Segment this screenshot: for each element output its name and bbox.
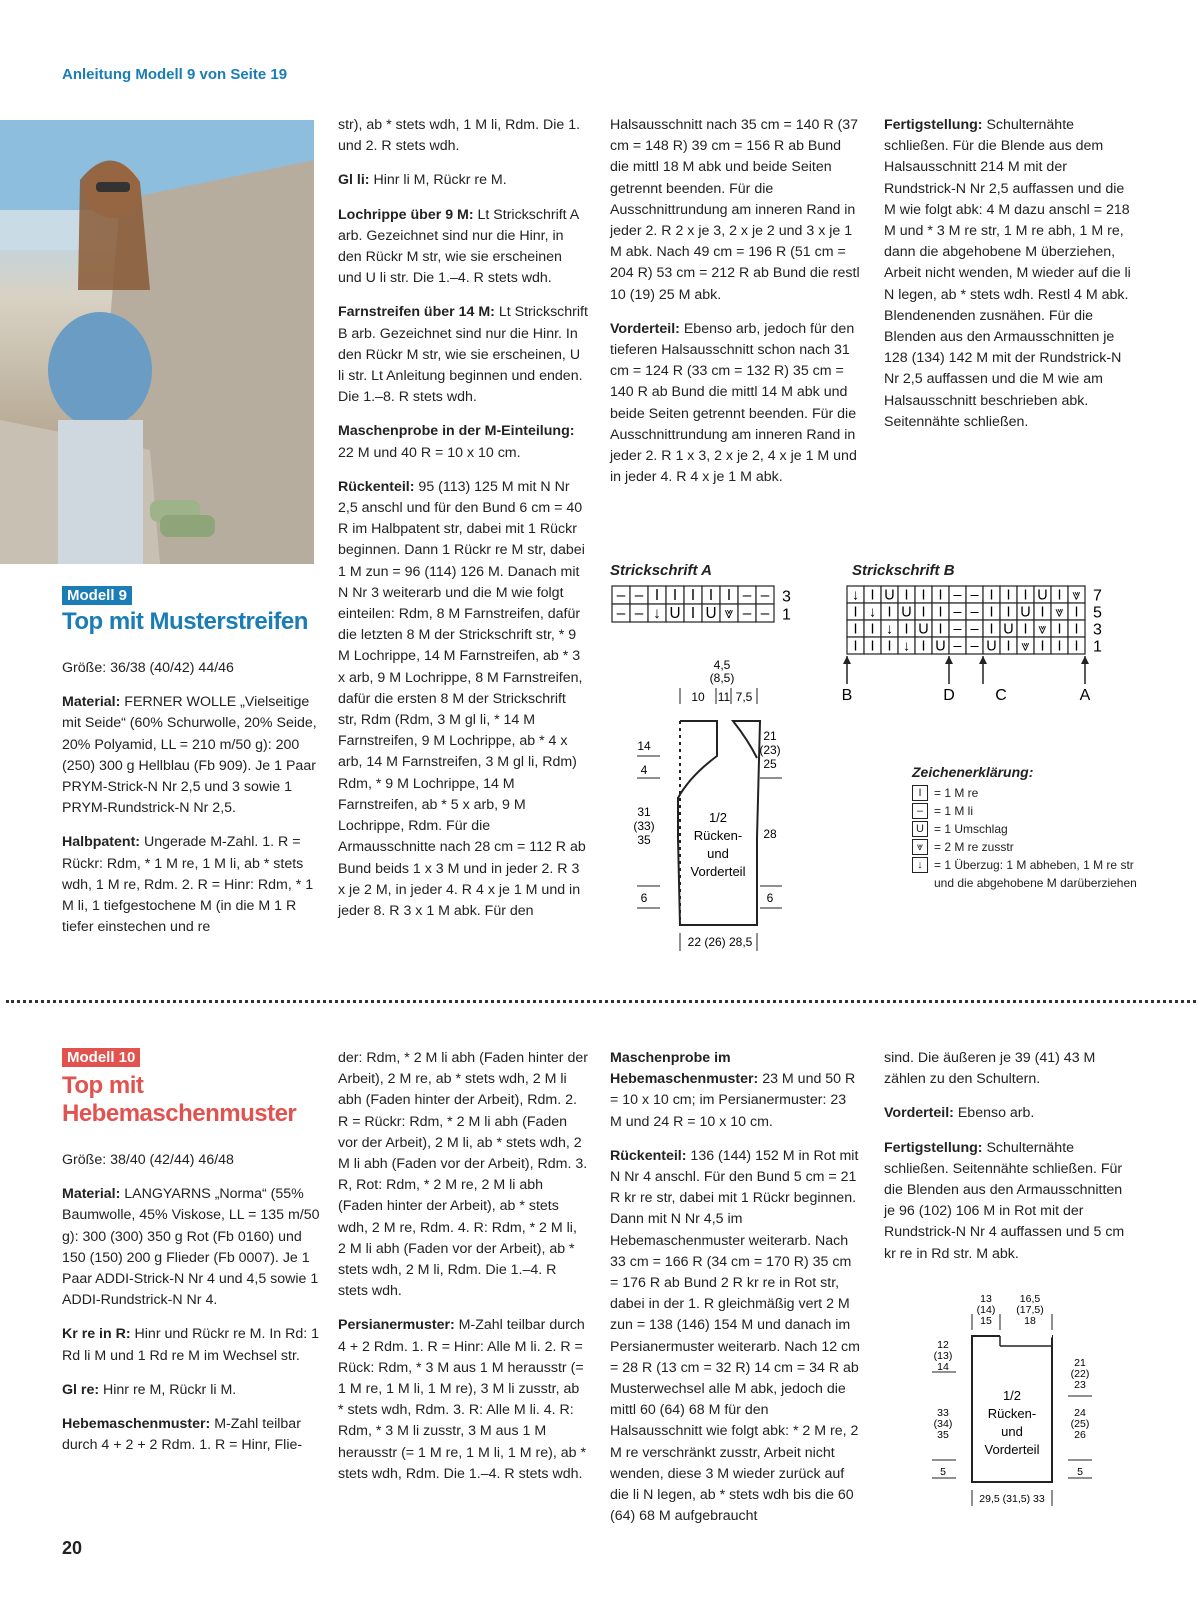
chart-symbol: ↓ bbox=[653, 605, 661, 623]
chart-symbol: ⩔ bbox=[1021, 638, 1030, 655]
chart-symbol: I bbox=[921, 604, 926, 621]
knit-stitch-icon: I bbox=[912, 785, 928, 801]
chart-symbol: – bbox=[760, 605, 770, 623]
row-number: 3 bbox=[782, 588, 791, 606]
chart-symbol: I bbox=[870, 621, 875, 638]
svg-text:1/2: 1/2 bbox=[1002, 1388, 1022, 1403]
chart-symbol: I bbox=[938, 604, 943, 621]
svg-text:und: und bbox=[707, 846, 729, 861]
svg-text:35: 35 bbox=[637, 833, 651, 847]
svg-text:23: 23 bbox=[1074, 1379, 1086, 1391]
svg-text:26: 26 bbox=[1074, 1429, 1086, 1441]
chart-symbol: ⩔ bbox=[1055, 604, 1064, 621]
svg-text:33: 33 bbox=[937, 1407, 949, 1419]
row-number: 1 bbox=[782, 606, 791, 624]
marker-label: D bbox=[943, 687, 955, 704]
svg-text:1/2: 1/2 bbox=[708, 810, 728, 825]
svg-text:6: 6 bbox=[640, 891, 648, 905]
legend-item: U = 1 Umschlag bbox=[912, 820, 1152, 838]
paragraph: Fertigstellung: Schulternähte schließen. Für die Blende aus dem Halsausschnitt 214 M mit der Rundstrick-N Nr 2,5 auffassen und die M wie folgt abk: 4 M dazu anschl = 218 M und * 3 M re str, 1 M re abh, 1 M re, dann die abgehobene M überziehen, Arbeit nicht wenden, M wieder auf die li N legen, ab * stets wdh. Restl 4 M abk. Blendenenden zusnähen. Für die Blenden aus den Armausschnitten je 128 (134) 142 M mit der Rundstrick-N Nr 2,5 auffassen und die M wie am Halsausschnitt beschrieben abk. Seitennähte schließen. bbox=[884, 117, 1131, 430]
chart-symbol: I bbox=[989, 604, 994, 621]
chart-symbol: – bbox=[742, 605, 752, 623]
m9-column-2 bbox=[338, 115, 588, 935]
svg-text:(13): (13) bbox=[933, 1350, 953, 1362]
section-separator bbox=[6, 1000, 1196, 1003]
header-link[interactable]: Anleitung Modell 9 von Seite 19 bbox=[62, 66, 288, 83]
chart-b-title: Strickschrift B bbox=[852, 562, 955, 579]
paragraph: Vorderteil: Ebenso arb, jedoch für den tieferen Halsausschnitt schon nach 31 cm = 124 R (33 cm = 132 R) 35 cm = 140 R ab Bund die mittl 14 M abk und beide Seiten getrennt beenden. Für die Ausschnittrundung am inneren Rand in jeder 2. R 1 x 3, 2 x je 2, 4 x je 1 M und in jeder 4. R 4 x je 1 M abk. bbox=[610, 320, 857, 486]
svg-text:12: 12 bbox=[937, 1339, 949, 1351]
chart-symbol: – bbox=[760, 587, 770, 605]
chart-symbol: ↓ bbox=[868, 604, 877, 621]
svg-text:(17,5): (17,5) bbox=[1016, 1304, 1044, 1316]
chart-symbol: ↓ bbox=[902, 638, 911, 655]
chart-symbol: I bbox=[1074, 621, 1079, 638]
svg-text:(33): (33) bbox=[633, 819, 655, 833]
chart-symbol: U bbox=[1037, 587, 1048, 604]
paragraph: Rückenteil: 136 (144) 152 M in Rot mit N Nr 4 anschl. Für den Bund 5 cm = 21 R kr re str, dabei mit 1 Rückr beginnen. Dann mit N Nr 4,5 im Hebemaschenmuster weiterarb. Nach 33 cm = 166 R (34 cm = 170 R) 35 cm = 176 R ab Bund 2 R kr re in Rot str, dabei in der 1. R gleichmäßig vert 2 M zun = 138 (146) 154 M und danach im Persianermuster weiterarb. Nach 12 cm = 28 R (13 cm = 32 R) 14 cm = 34 R ab Musterwechsel alle M abk, jedoch die mittl 60 (64) 68 M für den Halsausschnitt wie folgt abk: * 2 M re, 2 M re verschränkt zusstr, Arbeit nicht wenden, diese 3 M wieder zurück auf die li N legen, ab * stets wdh bis die 60 (64) 68 M aufgebraucht bbox=[610, 1147, 860, 1525]
svg-text:(25): (25) bbox=[1070, 1418, 1090, 1430]
chart-symbol: – bbox=[742, 587, 752, 605]
model-title: Top mit Musterstreifen bbox=[62, 608, 308, 635]
row-number: 7 bbox=[1093, 587, 1102, 605]
chart-symbol: U bbox=[918, 621, 929, 638]
svg-text:22 (26) 28,5: 22 (26) 28,5 bbox=[687, 935, 753, 949]
chart-symbol: I bbox=[938, 621, 943, 638]
chart-symbol: I bbox=[1057, 621, 1062, 638]
chart-symbol: I bbox=[853, 621, 858, 638]
chart-symbol: I bbox=[1006, 604, 1011, 621]
chart-symbol: I bbox=[726, 587, 732, 605]
chart-symbol: U bbox=[935, 638, 946, 655]
paragraph: Kr re in R: Hinr und Rückr re M. In Rd: 1 Rd li M und 1 Rd re M im Wechsel str. bbox=[62, 1326, 320, 1364]
chart-symbol: ↓ bbox=[851, 587, 860, 604]
paragraph: Größe: 38/40 (42/44) 46/48 bbox=[62, 1152, 234, 1168]
chart-a-grid bbox=[610, 584, 810, 628]
svg-text:und: und bbox=[1001, 1424, 1023, 1439]
chart-symbol: I bbox=[654, 587, 660, 605]
m10-column-3 bbox=[610, 1048, 860, 1540]
paragraph: Persianermuster: M-Zahl teilbar durch 4 + 2 Rdm. 1. R = Hinr: Alle M li. 2. R = Rück: Rdm, * 3 M aus 1 M herausstr (= 1 M re, 1 M li, 1 M re), 3 M li zusstr, ab * stets wdh, Rdm. 3. R: Alle M li. 4. R: Rdm, * 3 M li zusstr, 3 M aus 1 M herausstr (= 1 M re, 1 M li, 1 M re), ab * stets wdh, Rdm. Die 1.–4. R stets wdh. bbox=[338, 1317, 586, 1482]
svg-text:(34): (34) bbox=[933, 1418, 953, 1430]
paragraph: str), ab * stets wdh, 1 M li, Rdm. Die 1. und 2. R stets wdh. bbox=[338, 117, 581, 155]
chart-symbol: I bbox=[904, 621, 909, 638]
chart-symbol: I bbox=[887, 604, 892, 621]
marker-label: B bbox=[841, 687, 853, 704]
svg-text:(14): (14) bbox=[976, 1304, 996, 1316]
chart-symbol: I bbox=[1040, 638, 1045, 655]
chart-symbol: ⩔ bbox=[724, 605, 734, 623]
legend bbox=[912, 764, 1152, 892]
marker-label: C bbox=[995, 687, 1007, 704]
chart-symbol: I bbox=[690, 587, 696, 605]
m9-schematic bbox=[630, 658, 810, 958]
svg-text:4: 4 bbox=[640, 763, 648, 777]
chart-symbol: U bbox=[901, 604, 912, 621]
chart-symbol: ⩔ bbox=[1038, 621, 1047, 638]
paragraph: sind. Die äußeren je 39 (41) 43 M zählen zu den Schultern. bbox=[884, 1050, 1096, 1088]
svg-text:6: 6 bbox=[766, 891, 774, 905]
model-photo bbox=[0, 120, 314, 564]
svg-text:Vorderteil: Vorderteil bbox=[690, 864, 746, 879]
m9-column-1 bbox=[62, 658, 320, 951]
paragraph: Material: LANGYARNS „Norma“ (55% Baumwolle, 45% Viskose, LL = 135 m/50 g): 300 (300) 350 g Rot (Fb 0160) und 150 (150) 200 g Flieder (Fb 0007). Je 1 Paar ADDI-Strick-N Nr 4 und 4,5 sowie 1 ADDI-Rundstrick-N Nr 4. bbox=[62, 1186, 320, 1309]
chart-symbol: – bbox=[953, 638, 962, 655]
m9-column-4 bbox=[884, 115, 1134, 446]
m10-column-2 bbox=[338, 1048, 588, 1498]
svg-text:14: 14 bbox=[937, 1361, 949, 1373]
paragraph: Gl li: Hinr li M, Rückr re M. bbox=[338, 172, 507, 189]
svg-text:25: 25 bbox=[763, 757, 777, 771]
paragraph: Hebemaschenmuster: M-Zahl teilbar durch 4 + 2 + 2 Rdm. 1. R = Hinr, Flie- bbox=[62, 1416, 303, 1454]
paragraph: Vorderteil: Ebenso arb. bbox=[884, 1105, 1035, 1122]
svg-text:Rücken-: Rücken- bbox=[987, 1406, 1037, 1421]
chart-symbol: I bbox=[1006, 587, 1011, 604]
chart-symbol: – bbox=[616, 605, 626, 623]
chart-symbol: I bbox=[887, 638, 892, 655]
row-number: 1 bbox=[1093, 638, 1102, 656]
chart-symbol: I bbox=[1023, 587, 1028, 604]
chart-symbol: – bbox=[970, 587, 979, 604]
svg-text:(8,5): (8,5) bbox=[709, 671, 735, 685]
chart-symbol: U bbox=[1020, 604, 1031, 621]
chart-symbol: I bbox=[904, 587, 909, 604]
chart-symbol: I bbox=[690, 605, 696, 623]
chart-symbol: – bbox=[970, 621, 979, 638]
svg-text:7,5: 7,5 bbox=[735, 690, 753, 704]
chart-symbol: – bbox=[616, 587, 626, 605]
svg-text:35: 35 bbox=[937, 1429, 949, 1441]
chart-symbol: I bbox=[853, 604, 858, 621]
chart-symbol: – bbox=[953, 604, 962, 621]
chart-symbol: – bbox=[970, 604, 979, 621]
chart-symbol: I bbox=[1040, 604, 1045, 621]
legend-item: – = 1 M li bbox=[912, 802, 1152, 820]
paragraph: Fertigstellung: Schulternähte schließen. Seitennähte schließen. Für die Blenden aus den Armausschnitten je 96 (102) 106 M in Rot mit der Rundstrick-N Nr 4 auffassen und 5 cm kr re in Rd str. M abk. bbox=[884, 1139, 1125, 1262]
chart-symbol: I bbox=[1057, 638, 1062, 655]
svg-text:5: 5 bbox=[1077, 1466, 1083, 1478]
row-number: 5 bbox=[1093, 604, 1102, 622]
svg-text:28: 28 bbox=[763, 827, 777, 841]
svg-text:21: 21 bbox=[763, 729, 777, 743]
svg-text:Vorderteil: Vorderteil bbox=[984, 1442, 1040, 1457]
legend-item: I = 1 M re bbox=[912, 784, 1152, 802]
paragraph: Material: FERNER WOLLE „Vielseitige mit Seide“ (60% Schurwolle, 20% Seide, 20% Polyamid, LL = 210 m/50 g): 200 (250) 300 g Hellblau (Fb 909). Je 1 Paar PRYM-Strick-N Nr 2,5 und 3 sowie 1 PRYM-Rundstrick-N Nr 2,5. bbox=[62, 694, 317, 817]
marker-arrow-icon bbox=[945, 656, 953, 664]
model-badge: Modell 9 bbox=[62, 586, 132, 605]
chart-symbol: – bbox=[953, 587, 962, 604]
svg-text:Rücken-: Rücken- bbox=[693, 828, 743, 843]
chart-symbol: I bbox=[870, 638, 875, 655]
chart-symbol: I bbox=[921, 638, 926, 655]
paragraph: Rückenteil: 95 (113) 125 M mit N Nr 2,5 anschl und für den Bund 6 cm = 40 R im Halbpatent str, dabei mit 1 Rückr beginnen. Dann 1 Rückr re M str, dabei 1 M zun = 96 (114) 126 M. Danach mit N Nr 3 weiterarb und die M wie folgt einteilen: Rdm, 8 M Farnstreifen, dafür die letzten 8 M der Strickschrift str, * 9 M Lochrippe, 14 M Farnstreifen, ab * 3 x arb, 9 M Lochrippe, 8 M Farnstreifen, dafür die ersten 8 M der Strickschrift str, Rdm (Rdm, 3 M gl li, * 14 M Farnstreifen, 9 M Lochrippe, ab * 4 x arb, 14 M Farnstreifen, 3 M gl li, Rdm) Rdm, * 9 M Lochrippe, 14 M Farnstreifen, ab * 5 x arb, 9 M Lochrippe, Rdm. Für die Armausschnitte nach 28 cm = 112 R ab Bund beids 1 x 3 M und in jeder 2. R 3 x je 2 M, in jeder 4. R 4 x je 1 M und in jeder 8. R 3 x 1 M abk. Für den bbox=[338, 478, 586, 919]
paragraph: Farnstreifen über 14 M: Lt Strickschrift B arb. Gezeichnet sind nur die Hinr. In den Rückr M str, wie sie erscheinen, U li str. Lt Anleitung beginnen und enden. Die 1.–8. R stets wdh. bbox=[338, 304, 588, 406]
legend-item: ↓ = 1 Überzug: 1 M abheben, 1 M re str und die abgehobene M darüberziehen bbox=[912, 856, 1152, 892]
chart-b-grid bbox=[841, 584, 1145, 714]
chart-symbol: I bbox=[989, 587, 994, 604]
svg-text:29,5 (31,5) 33: 29,5 (31,5) 33 bbox=[979, 1493, 1045, 1505]
paragraph: der: Rdm, * 2 M li abh (Faden hinter der Arbeit), 2 M re, ab * stets wdh, 2 M li abh (Faden hinter der Arbeit), Rdm. 2. R = Rückr: Rdm, * 2 M li abh (Faden vor der Arbeit), 2 M li, ab * stets wdh, 2 M li abh (Faden vor der Arbeit), Rdm. 3. R, Rot: Rdm, * 2 M re, 2 M li abh (Faden hinter der Arbeit), ab * stets wdh, 2 M re, Rdm. 4. R: Rdm, * 2 M li, 2 M li abh (Faden vor der Arbeit), ab * stets wdh, 2 M li, Rdm. Die 1.–4. R stets wdh. bbox=[338, 1050, 588, 1300]
marker-arrow-icon bbox=[1081, 656, 1089, 664]
chart-symbol: I bbox=[870, 587, 875, 604]
svg-text:13: 13 bbox=[980, 1293, 992, 1305]
m10-column-4 bbox=[884, 1048, 1134, 1278]
chart-symbol: – bbox=[634, 605, 644, 623]
yarn-over-icon: U bbox=[912, 821, 928, 837]
svg-text:24: 24 bbox=[1074, 1407, 1086, 1419]
model-badge: Modell 10 bbox=[62, 1048, 140, 1067]
chart-symbol: I bbox=[853, 638, 858, 655]
chart-symbol: ↓ bbox=[885, 621, 894, 638]
purl-stitch-icon: – bbox=[912, 803, 928, 819]
page-number: 20 bbox=[62, 1538, 83, 1558]
chart-a-title: Strickschrift A bbox=[610, 562, 712, 579]
chart-symbol: – bbox=[634, 587, 644, 605]
k2tog-icon: ⩔ bbox=[912, 839, 928, 855]
paragraph: Lochrippe über 9 M: Lt Strickschrift A arb. Gezeichnet sind nur die Hinr, in den Rückr M str, wie sie erscheinen und U li str. Die 1.–4. R stets wdh. bbox=[338, 206, 579, 287]
svg-text:15: 15 bbox=[980, 1315, 992, 1327]
svg-text:10: 10 bbox=[691, 690, 705, 704]
chart-symbol: U bbox=[884, 587, 895, 604]
model-title: Top mit Hebemaschenmuster bbox=[62, 1072, 297, 1127]
svg-text:(23): (23) bbox=[759, 743, 781, 757]
chart-symbol: – bbox=[953, 621, 962, 638]
svg-text:(22): (22) bbox=[1070, 1368, 1090, 1380]
svg-text:16,5: 16,5 bbox=[1019, 1293, 1041, 1305]
row-number: 3 bbox=[1093, 621, 1102, 639]
chart-symbol: ⩔ bbox=[1072, 587, 1081, 604]
marker-arrow-icon bbox=[979, 656, 987, 664]
m10-schematic bbox=[930, 1292, 1100, 1512]
chart-symbol: I bbox=[921, 587, 926, 604]
svg-text:5: 5 bbox=[940, 1466, 946, 1478]
marker-arrow-icon bbox=[843, 656, 851, 664]
chart-symbol: I bbox=[1006, 638, 1011, 655]
legend-item: ⩔ = 2 M re zusstr bbox=[912, 838, 1152, 856]
skpo-icon: ↓ bbox=[912, 857, 928, 873]
paragraph: Halbpatent: Ungerade M-Zahl. 1. R = Rückr: Rdm, * 1 M re, 1 M li, ab * stets wdh, 1 M re, Rdm. 2. R = Hinr: Rdm, * 1 M li, 1 tiefgestochene M (in die M 1 R tiefer einstechen und re bbox=[62, 834, 314, 936]
svg-text:11: 11 bbox=[717, 690, 731, 704]
chart-symbol: I bbox=[708, 587, 714, 605]
chart-symbol: – bbox=[970, 638, 979, 655]
paragraph: Größe: 36/38 (40/42) 44/46 bbox=[62, 660, 234, 676]
svg-text:21: 21 bbox=[1074, 1357, 1086, 1369]
chart-symbol: U bbox=[986, 638, 997, 655]
chart-symbol: I bbox=[1057, 587, 1062, 604]
chart-symbol: U bbox=[1003, 621, 1014, 638]
chart-symbol: I bbox=[1074, 604, 1079, 621]
chart-symbol: I bbox=[1074, 638, 1079, 655]
svg-text:18: 18 bbox=[1024, 1315, 1036, 1327]
svg-text:4,5: 4,5 bbox=[713, 658, 731, 672]
paragraph: Gl re: Hinr re M, Rückr li M. bbox=[62, 1381, 237, 1398]
chart-symbol: I bbox=[938, 587, 943, 604]
chart-symbol: I bbox=[672, 587, 678, 605]
paragraph: Maschenprobe im Hebemaschenmuster: 23 M und 50 R = 10 x 10 cm; im Persianermuster: 23 M und 24 R = 10 x 10 cm. bbox=[610, 1050, 856, 1130]
svg-text:14: 14 bbox=[637, 739, 651, 753]
paragraph: Halsausschnitt nach 35 cm = 140 R (37 cm = 148 R) 39 cm = 156 R ab Bund die mittl 18 M abk und beide Seiten getrennt beenden. Für die Ausschnittrundung am inneren Rand in jeder 2. R 2 x je 3, 2 x je 2 und 3 x je 1 M abk. Nach 49 cm = 196 R (51 cm = 204 R) 53 cm = 212 R ab Bund die restl 10 (19) 25 M abk. bbox=[610, 117, 860, 303]
chart-symbol: U bbox=[669, 605, 681, 623]
legend-title: Zeichenerklärung: bbox=[912, 764, 1034, 780]
chart-symbol: I bbox=[989, 621, 994, 638]
chart-symbol: U bbox=[705, 605, 717, 623]
svg-text:31: 31 bbox=[637, 805, 651, 819]
paragraph: Maschenprobe in der M-Einteilung: 22 M und 40 R = 10 x 10 cm. bbox=[338, 423, 575, 461]
marker-label: A bbox=[1079, 687, 1091, 704]
m10-column-1 bbox=[62, 1150, 320, 1469]
chart-symbol: I bbox=[1023, 621, 1028, 638]
m9-column-3 bbox=[610, 115, 860, 501]
